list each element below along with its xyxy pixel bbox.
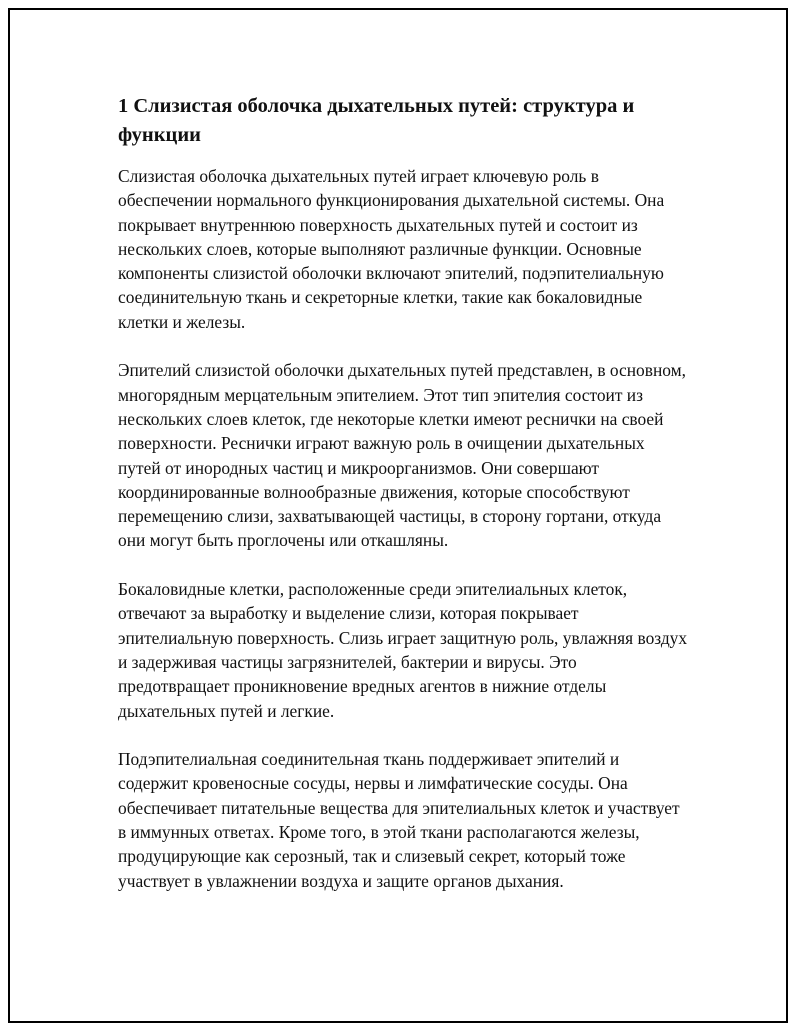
document-body xyxy=(118,92,688,917)
section-heading: 1 Слизистая оболочка дыхательных путей: структура и функции xyxy=(118,95,635,146)
paragraph-connective-tissue: Подэпителиальная соединительная ткань поддерживает эпителий и содержит кровеносные сосуды, нервы и лимфатические сосуды. Она обеспечивает питательные вещества для эпителиальных клеток и участвует в иммунных ответах. Кроме того, в этой ткани располагаются железы, продуцирующие как серозный, так и слизевый секрет, который тоже участвует в увлажнении воздуха и защите органов дыхания. xyxy=(118,749,680,891)
paragraph-epithelium: Эпителий слизистой оболочки дыхательных путей представлен, в основном, многорядным мерцательным эпителием. Этот тип эпителия состоит из нескольких слоев клеток, где некоторые клетки имеют реснички на своей поверхности. Реснички играют важную роль в очищении дыхательных путей от инородных частиц и микроорганизмов. Они совершают координированные волнообразные движения, которые способствуют перемещению слизи, захватывающей частицы, в сторону гортани, откуда они могут быть проглочены или откашляны. xyxy=(118,360,686,551)
paragraph-goblet-cells: Бокаловидные клетки, расположенные среди эпителиальных клеток, отвечают за выработку и выделение слизи, которая покрывает эпителиальную поверхность. Слизь играет защитную роль, увлажняя воздух и задерживая частицы загрязнителей, бактерии и вирусы. Это предотвращает проникновение вредных агентов в нижние отделы дыхательных путей и легкие. xyxy=(118,579,688,721)
paragraph-intro: Слизистая оболочка дыхательных путей играет ключевую роль в обеспечении нормального функционирования дыхательной системы. Она покрывает внутреннюю поверхность дыхательных путей и состоит из нескольких слоев, которые выполняют различные функции. Основные компоненты слизистой оболочки включают эпителий, подэпителиальную соединительную ткань и секреторные клетки, такие как бокаловидные клетки и железы. xyxy=(118,166,665,332)
